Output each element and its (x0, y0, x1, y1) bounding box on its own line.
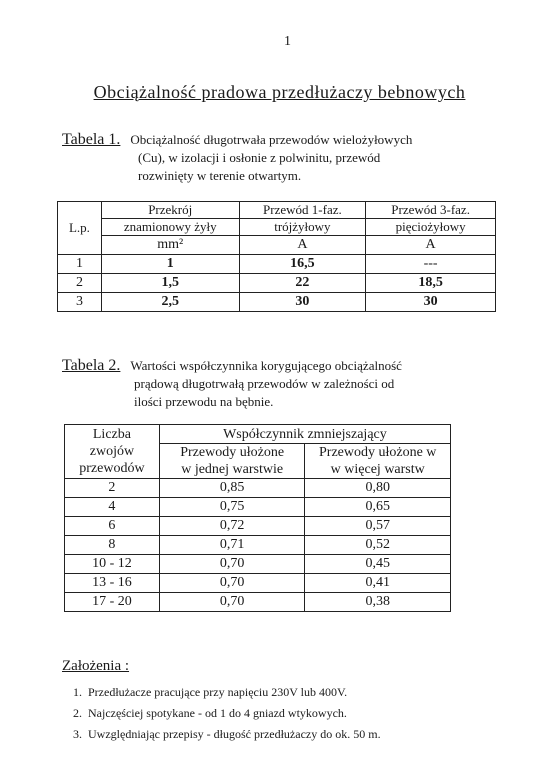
table-cell: 0,80 (305, 479, 451, 498)
table2-caption-line-1: Wartości współczynnika korygującego obciążalność (130, 358, 402, 373)
document-title: Obciążalność pradowa przedłużaczy bebnowych (93, 82, 466, 102)
assumptions-title: Założenia : (62, 658, 130, 674)
table-row (65, 536, 451, 555)
table-cell: --- (366, 255, 496, 274)
table-cell: 0,70 (159, 555, 305, 574)
header-text: Przewód 1-faz. (263, 202, 342, 217)
table-cell: 22 (239, 274, 366, 293)
table-cell: 13 - 16 (65, 574, 160, 593)
assumptions-list (62, 682, 381, 745)
table-cell: 10 - 12 (65, 555, 160, 574)
table-cell: 1 (58, 255, 102, 274)
table-cell: 2 (65, 479, 160, 498)
page-number: 1 (284, 34, 291, 49)
list-item (62, 682, 381, 703)
table1-label: Tabela 1. (62, 131, 121, 148)
header-text: w więcej warstw (330, 462, 425, 477)
table1-caption-line-2: (Cu), w izolacji i osłonie z polwinitu, przewód (138, 150, 381, 165)
list-number: 2. (73, 706, 82, 720)
list-number: 3. (73, 727, 82, 741)
table-cell: 0,70 (159, 574, 305, 593)
table-cell: 0,38 (305, 593, 451, 612)
table-cell: 2,5 (101, 293, 239, 312)
header-text: przewodów (79, 461, 145, 476)
table1-unit-mm2: mm² (101, 236, 239, 255)
table-cell: 16,5 (239, 255, 366, 274)
table1-header-3phase (366, 202, 496, 219)
table2 (64, 424, 451, 612)
table1-caption-line-1: Obciążalność długotrwała przewodów wielożyłowych (130, 132, 413, 147)
table1-header-cross-section-2: znamionowy żyły (101, 219, 239, 236)
table-cell: 30 (366, 293, 496, 312)
header-text: Przewody ułożone (180, 445, 285, 460)
table-cell: 8 (65, 536, 160, 555)
table1-units-row (58, 236, 496, 255)
table-row (65, 479, 451, 498)
table-row (65, 517, 451, 536)
table-cell: 4 (65, 498, 160, 517)
table-cell: 0,52 (305, 536, 451, 555)
table-cell: 0,41 (305, 574, 451, 593)
table-cell: 0,57 (305, 517, 451, 536)
table1-unit-a: A (239, 236, 366, 255)
table-cell: 0,45 (305, 555, 451, 574)
table1-unit-a: A (366, 236, 496, 255)
table-cell: 0,85 (159, 479, 305, 498)
table-cell: 18,5 (366, 274, 496, 293)
table-cell: 1 (101, 255, 239, 274)
table-cell: 3 (58, 293, 102, 312)
header-text: Przewody ułożone w (319, 445, 437, 460)
table-cell: 0,72 (159, 517, 305, 536)
table2-caption-line-2: prądową długotrwałą przewodów w zależności od (134, 376, 395, 391)
table2-caption-line-3: ilości przewodu na bębnie. (134, 394, 274, 409)
table-cell: 30 (239, 293, 366, 312)
table2-header-more-layers (305, 444, 451, 479)
header-text: Przewód 3-faz. (391, 202, 470, 217)
table1-header-row (58, 202, 496, 219)
table1-header-lp: L.p. (58, 202, 102, 255)
table-cell: 0,71 (159, 536, 305, 555)
table2-header-row (65, 425, 451, 444)
table1-header-1phase (239, 202, 366, 219)
table-row (58, 255, 496, 274)
table1-header-row-2 (58, 219, 496, 236)
table-row (65, 498, 451, 517)
table1-caption-line-3: rozwinięty w terenie otwartym. (138, 168, 302, 183)
table-row (65, 574, 451, 593)
table-cell: 0,70 (159, 593, 305, 612)
table-row (65, 555, 451, 574)
table-cell: 0,75 (159, 498, 305, 517)
table1-header-cross-section (101, 202, 239, 219)
header-text: w jednej warstwie (181, 462, 284, 477)
list-number: 1. (73, 685, 82, 699)
table-row (58, 274, 496, 293)
table1 (57, 201, 496, 312)
table-cell: 6 (65, 517, 160, 536)
header-text: zwojów (89, 444, 135, 459)
table2-header-coefficient: Współczynnik zmniejszający (159, 425, 450, 444)
table2-label: Tabela 2. (62, 357, 121, 374)
list-item (62, 703, 381, 724)
table-row (58, 293, 496, 312)
table-cell: 1,5 (101, 274, 239, 293)
table2-header-turns (65, 425, 160, 479)
list-text: Przedłużacze pracujące przy napięciu 230V lub 400V. (88, 685, 348, 699)
table-row (65, 593, 451, 612)
table2-caption (62, 357, 492, 411)
table2-header-one-layer (159, 444, 305, 479)
header-text: Przekrój (148, 202, 193, 217)
list-text: Najczęściej spotykane - od 1 do 4 gniazd wtykowych. (88, 706, 347, 720)
table1-header-3phase-2: pięciożyłowy (366, 219, 496, 236)
table1-header-1phase-2: trójżyłowy (239, 219, 366, 236)
table-cell: 17 - 20 (65, 593, 160, 612)
table-cell: 0,65 (305, 498, 451, 517)
header-text: Liczba (92, 427, 131, 442)
table-cell: 2 (58, 274, 102, 293)
list-text: Uwzględniając przepisy - długość przedłużaczy do ok. 50 m. (88, 727, 381, 741)
table1-caption (62, 131, 502, 185)
list-item (62, 724, 381, 745)
